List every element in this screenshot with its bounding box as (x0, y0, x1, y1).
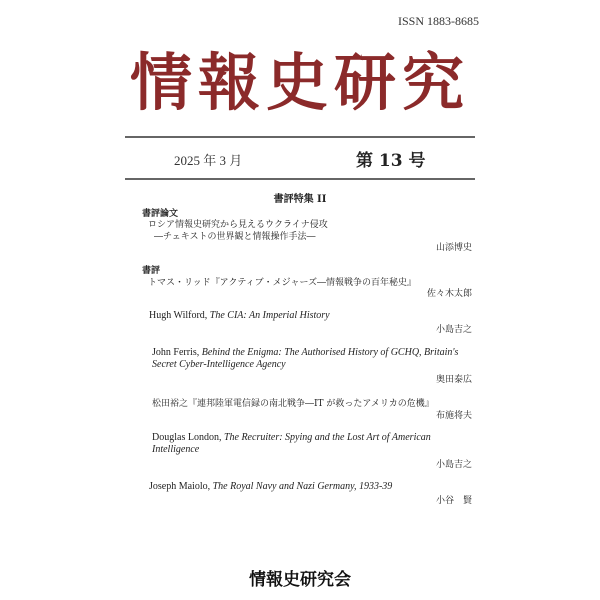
review-title-line2 (152, 359, 286, 370)
book-title-continued: Intelligence (152, 444, 200, 455)
review-title (152, 347, 458, 358)
book-author: Douglas London, (152, 432, 224, 443)
issn-number: ISSN 1883-8685 (397, 14, 479, 28)
top-divider (125, 136, 475, 138)
reviewer-name: 小島吉之 (435, 325, 472, 335)
review-title (152, 432, 431, 443)
book-title: Behind the Enigma: The Authorised History of GCHQ, Britain's (201, 347, 459, 358)
reviewer-name: 小谷 賢 (435, 496, 472, 506)
section-label-articles: 書評論文 (142, 209, 179, 219)
article-title-line1: ロシア情報史研究から見えるウクライナ侵攻 (148, 220, 328, 230)
reviewer-name: 奥田泰広 (435, 375, 472, 385)
publisher-name: 情報史研究会 (249, 570, 351, 590)
review-title: トマス・リッド『アクティブ・メジャーズ―情報戦争の百年秘史』 (148, 278, 417, 288)
special-feature-heading: 書評特集 II (273, 194, 327, 205)
bottom-divider (125, 178, 475, 180)
review-title-line2 (152, 444, 199, 455)
journal-title: 情報史研究 (129, 46, 470, 119)
book-author: Hugh Wilford, (149, 310, 210, 321)
book-author: John Ferris, (152, 347, 202, 358)
reviewer-name: 布施将夫 (435, 411, 472, 421)
issue-date: 2025 年 3 月 (174, 153, 243, 168)
review-title (149, 481, 392, 492)
review-title (149, 310, 330, 321)
reviewer-name: 小島吉之 (435, 460, 472, 470)
issue-number: 第 13 号 (356, 151, 426, 171)
article-title-line2: ―チェキストの世界観と情報操作手法― (154, 232, 316, 242)
article-author: 山添博史 (435, 243, 472, 253)
book-author: Joseph Maiolo, (149, 481, 213, 492)
book-title: The Recruiter: Spying and the Lost Art of American (223, 432, 431, 443)
book-title-continued: Secret Cyber-Intelligence Agency (152, 359, 286, 370)
reviewer-name: 佐々木太郎 (426, 289, 472, 299)
review-title: 松田裕之『連邦陸軍電信録の南北戦争―IT が救ったアメリカの危機』 (152, 399, 434, 409)
section-label-reviews: 書評 (142, 266, 161, 276)
book-title: The CIA: An Imperial History (209, 310, 330, 321)
book-title: The Royal Navy and Nazi Germany, 1933-39 (212, 481, 393, 492)
